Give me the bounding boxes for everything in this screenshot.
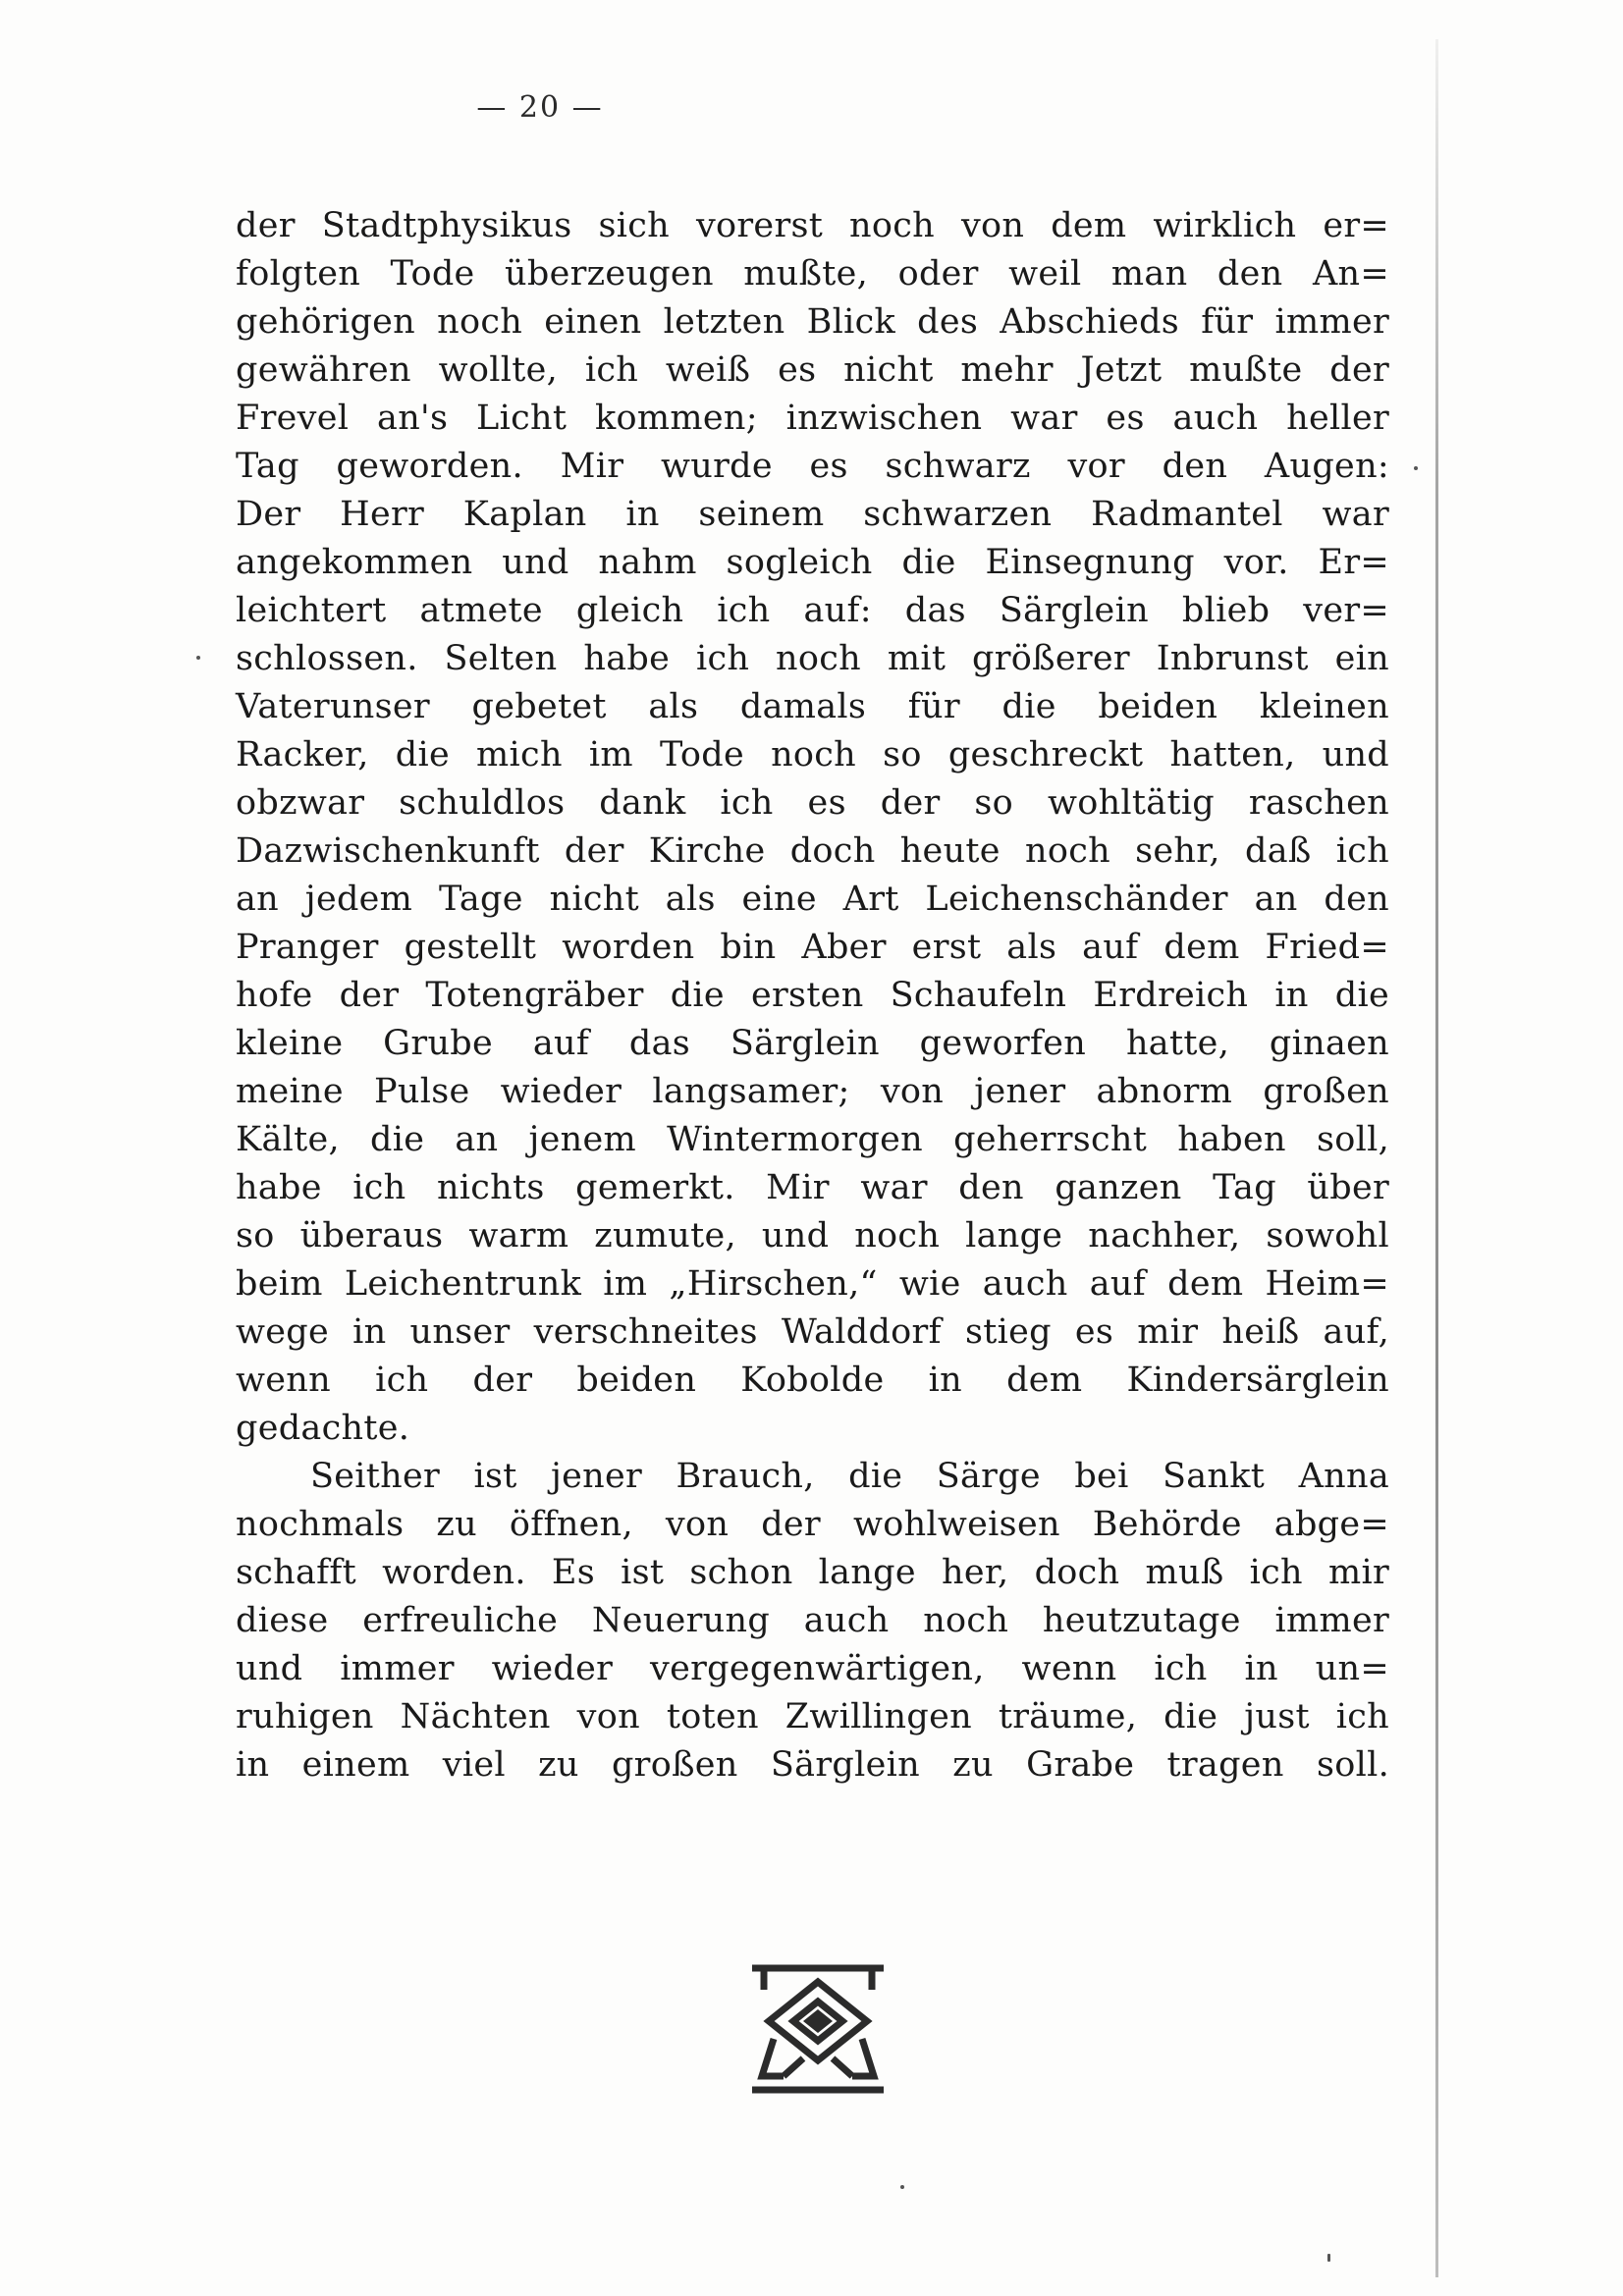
scan-edge-shadow bbox=[1435, 39, 1438, 2277]
text-line: beim Leichentrunk im „Hirschen,“ wie auch auf dem Heim= bbox=[236, 1264, 1389, 1304]
text-line: ruhigen Nächten von toten Zwillingen träume, die just ich bbox=[236, 1697, 1389, 1736]
text-line: gewähren wollte, ich weiß es nicht mehr Jetzt mußte der bbox=[236, 350, 1389, 390]
text-line: Kälte, die an jenem Wintermorgen geherrscht haben soll, bbox=[236, 1120, 1389, 1159]
text-line: in einem viel zu großen Särglein zu Grabe tragen soll. bbox=[236, 1745, 1389, 1785]
scan-speck bbox=[1414, 466, 1418, 470]
scan-speck bbox=[1327, 2254, 1330, 2262]
text-line: Vaterunser gebetet als damals für die beiden kleinen bbox=[236, 687, 1389, 726]
scan-speck bbox=[196, 656, 200, 660]
text-line: meine Pulse wieder langsamer; von jener abnorm großen bbox=[236, 1072, 1389, 1111]
text-line: hofe der Totengräber die ersten Schaufeln Erdreich in die bbox=[236, 976, 1389, 1015]
text-line: gedachte. bbox=[236, 1409, 410, 1448]
text-line: diese erfreuliche Neuerung auch noch heutzutage immer bbox=[236, 1601, 1389, 1640]
text-line: Tag geworden. Mir wurde es schwarz vor den Augen: bbox=[236, 447, 1389, 486]
text-line: schafft worden. Es ist schon lange her, doch muß ich mir bbox=[236, 1553, 1389, 1592]
text-line: habe ich nichts gemerkt. Mir war den ganzen Tag über bbox=[236, 1168, 1389, 1207]
text-line: angekommen und nahm sogleich die Einsegnung vor. Er= bbox=[236, 543, 1389, 582]
printer-ornament-icon bbox=[744, 1960, 892, 2098]
text-line: obzwar schuldlos dank ich es der so wohltätig raschen bbox=[236, 783, 1389, 823]
text-line: so überaus warm zumute, und noch lange nachher, sowohl bbox=[236, 1216, 1389, 1255]
text-line: Der Herr Kaplan in seinem schwarzen Radmantel war bbox=[236, 495, 1389, 534]
text-line: schlossen. Selten habe ich noch mit größerer Inbrunst ein bbox=[236, 639, 1389, 678]
text-line: der Stadtphysikus sich vorerst noch von dem wirklich er= bbox=[236, 206, 1389, 245]
page-number: — 20 — bbox=[476, 90, 604, 125]
text-line: nochmals zu öffnen, von der wohlweisen Behörde abge= bbox=[236, 1505, 1389, 1544]
text-line: und immer wieder vergegenwärtigen, wenn ich in un= bbox=[236, 1649, 1389, 1688]
text-line: wege in unser verschneites Walddorf stieg es mir heiß auf, bbox=[236, 1312, 1389, 1352]
text-line: an jedem Tage nicht als eine Art Leichenschänder an den bbox=[236, 880, 1389, 919]
text-line: leichtert atmete gleich ich auf: das Särglein blieb ver= bbox=[236, 591, 1389, 630]
text-line: kleine Grube auf das Särglein geworfen hatte, ginaen bbox=[236, 1024, 1389, 1063]
text-line: folgten Tode überzeugen mußte, oder weil man den An= bbox=[236, 254, 1389, 294]
text-line: Frevel an's Licht kommen; inzwischen war es auch heller bbox=[236, 399, 1389, 438]
text-line: gehörigen noch einen letzten Blick des Abschieds für immer bbox=[236, 302, 1389, 342]
text-line: Seither ist jener Brauch, die Särge bei Sankt Anna bbox=[310, 1457, 1389, 1496]
text-line: Dazwischenkunft der Kirche doch heute noch sehr, daß ich bbox=[236, 831, 1389, 871]
scan-speck bbox=[900, 2185, 904, 2189]
text-line: Pranger gestellt worden bin Aber erst als auf dem Fried= bbox=[236, 928, 1389, 967]
text-line: wenn ich der beiden Kobolde in dem Kindersärglein bbox=[236, 1361, 1389, 1400]
body-text bbox=[236, 202, 1389, 1789]
text-line: Racker, die mich im Tode noch so geschreckt hatten, und bbox=[236, 735, 1389, 774]
